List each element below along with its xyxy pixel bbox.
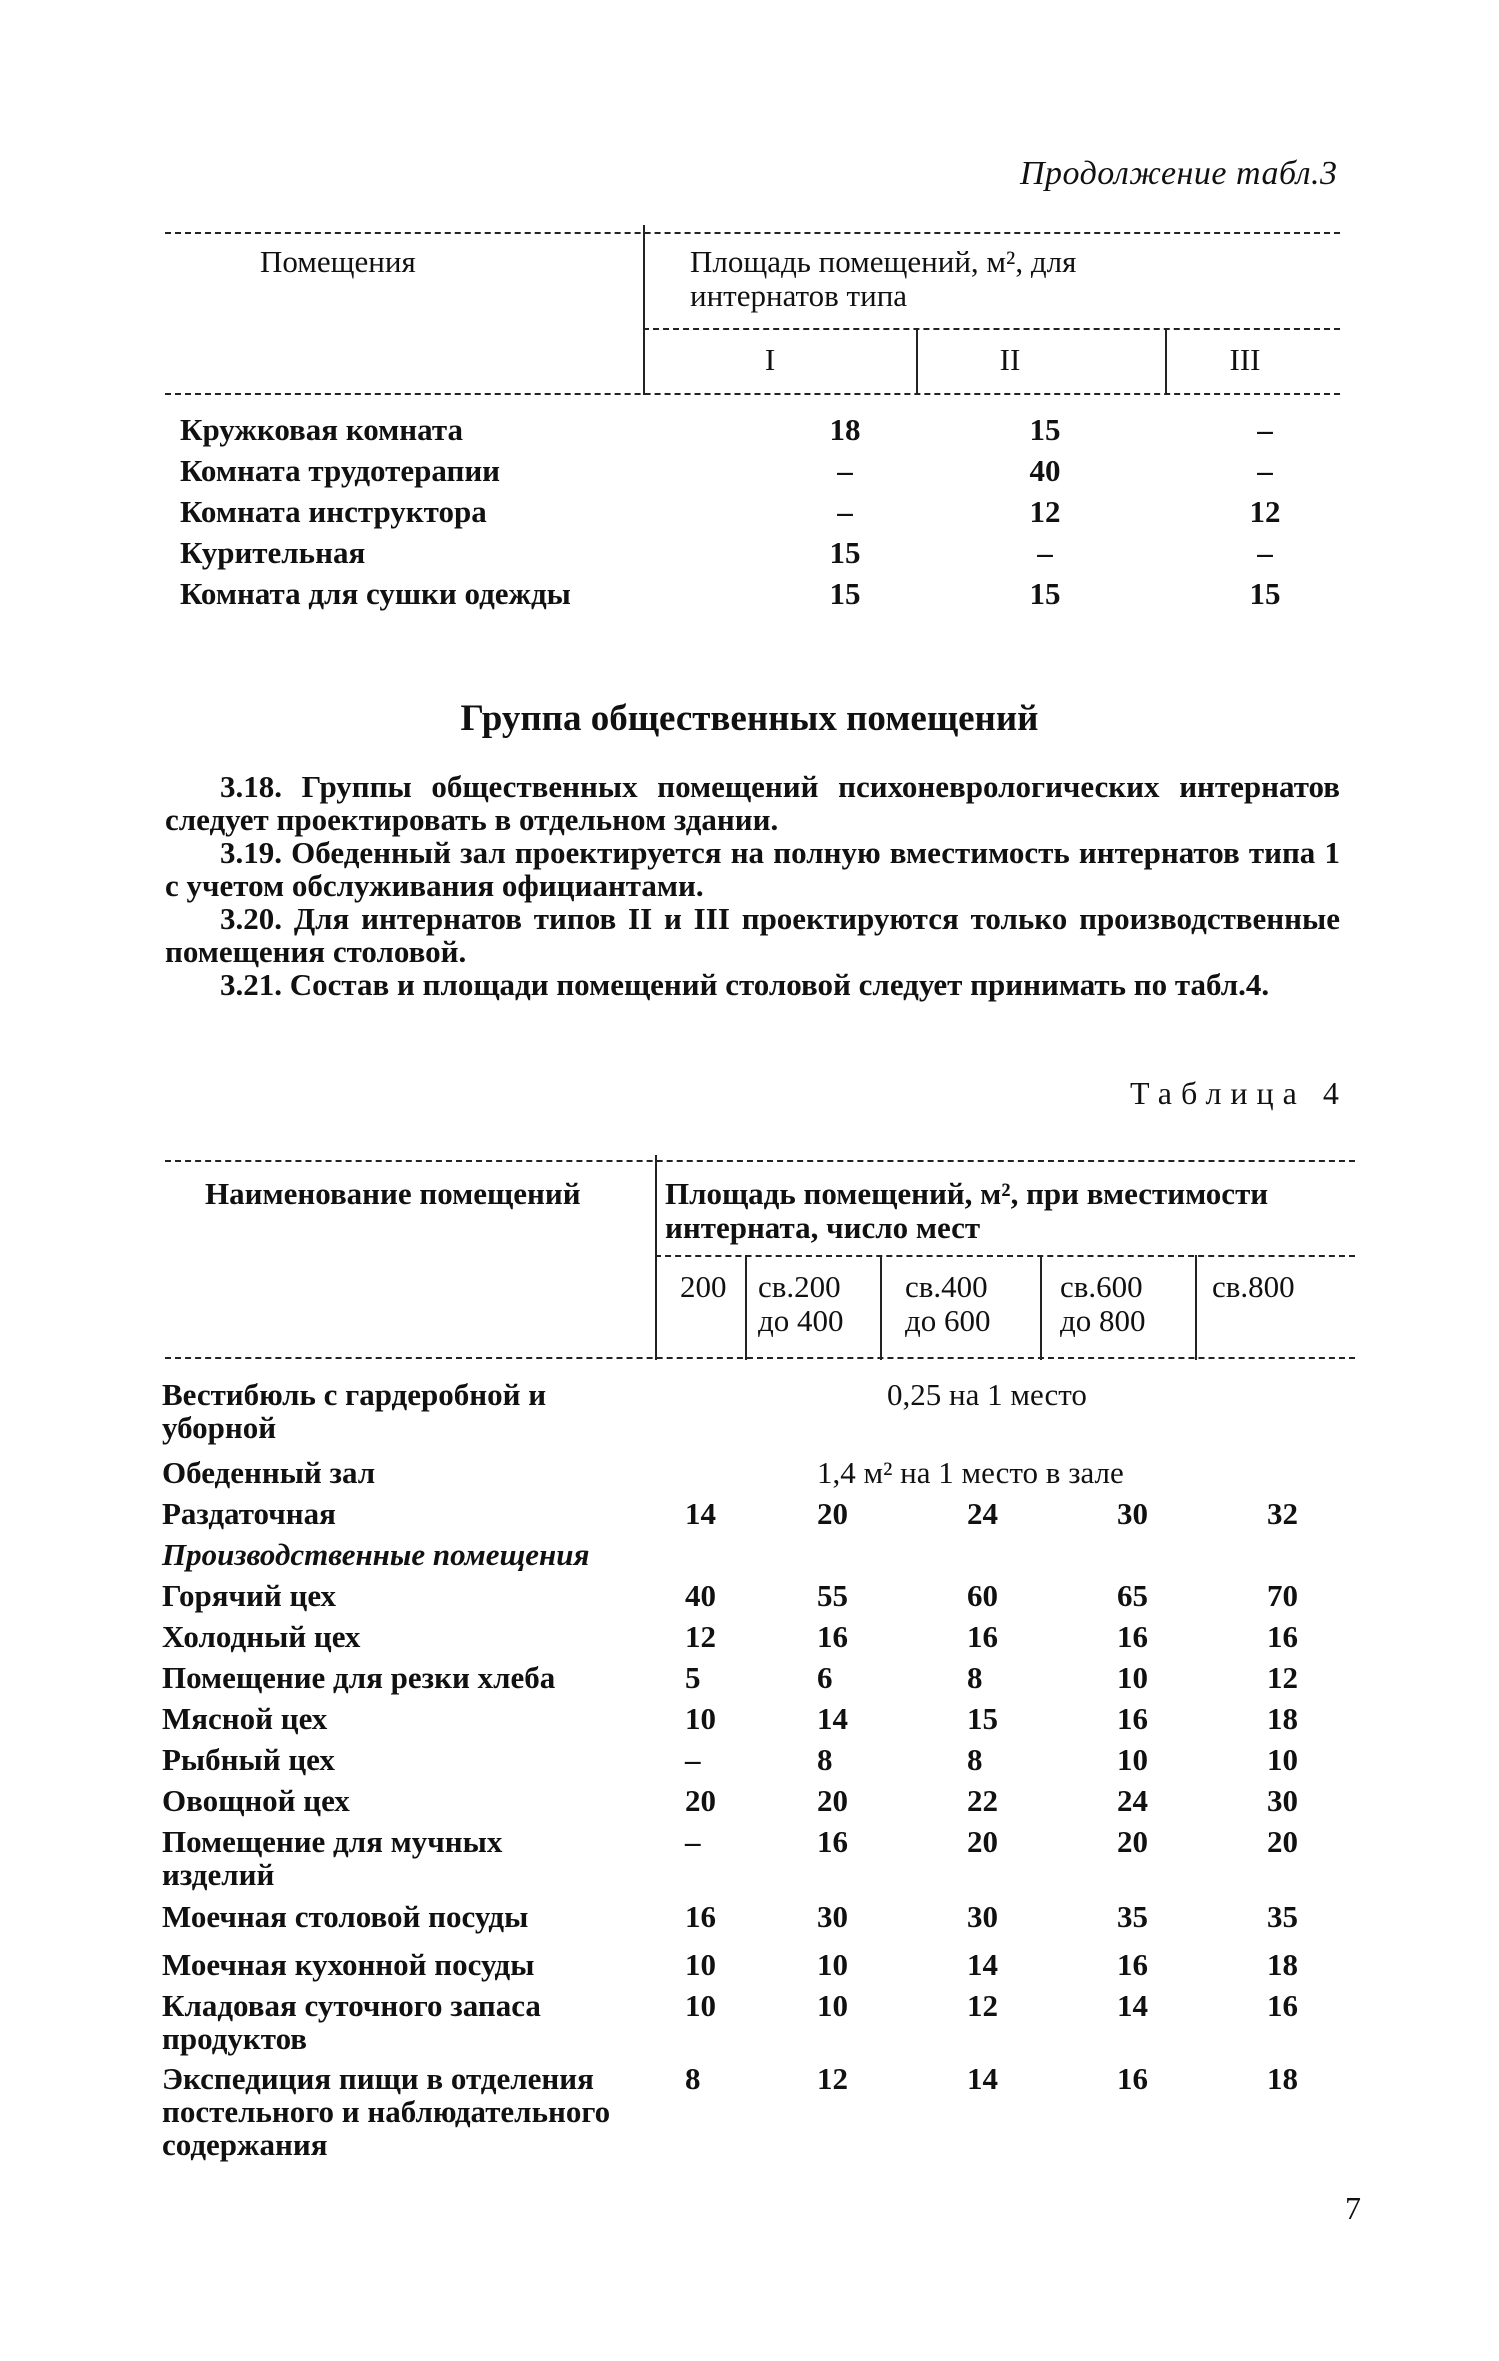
table4-col-200-400: св.200 до 400 [758,1269,844,1338]
cell: 32 [1267,1496,1298,1531]
cell: 15 [1249,576,1281,611]
cell: 14 [817,1701,848,1736]
row-name: Моечная столовой посуды [162,1899,529,1934]
row-name: Комната для сушки одежды [180,576,571,611]
table4-col-400-600: св.400 до 600 [905,1269,991,1338]
cell: – [685,1742,701,1777]
cell: 14 [967,2061,998,2096]
row-name: Комната трудотерапии [180,453,501,488]
cell: 12 [1029,494,1061,529]
cell: – [1257,535,1273,570]
table-row [180,453,1330,493]
cell: 12 [967,1988,998,2023]
paragraph-3-18: 3.18. Группы общественных помещений психоневрологических интернатов следует проектировать в отдельном здании. [165,769,1340,837]
table4-col-800: св.800 [1212,1269,1295,1304]
cell: 35 [1117,1899,1148,1934]
row-name: Вестибюль с гардеробной и уборной [162,1377,547,1445]
table-row [180,535,1330,575]
cell: 60 [967,1578,998,1613]
cell: 8 [685,2061,701,2096]
cell: 10 [1117,1660,1148,1695]
cell: 70 [1267,1578,1298,1613]
cell: – [1257,453,1273,488]
table4-mid-rule [655,1255,1355,1257]
table4-col-divider-1 [745,1255,747,1360]
cell: 12 [685,1619,716,1654]
cell: 18 [1267,2061,1298,2096]
section-heading: Группа общественных помещений [460,698,1039,739]
table4-header-area: Площадь помещений, м², при вместимости интерната, число мест [665,1176,1269,1245]
cell: 18 [1267,1947,1298,1982]
paragraph-3-20: 3.20. Для интернатов типов II и III проектируются только производственные помещения столовой. [165,901,1340,969]
row-name: Помещение для мучных изделий [162,1824,503,1892]
cell: – [1037,535,1053,570]
table4-col-divider-4 [1195,1255,1197,1360]
cell: 20 [685,1783,716,1818]
row-name: Комната инструктора [180,494,487,529]
cell: 16 [1267,1619,1298,1654]
table4-col-200: 200 [680,1269,727,1304]
cell: 22 [967,1783,998,1818]
row-name: Кладовая суточного запаса продуктов [162,1988,541,2056]
cell: 40 [685,1578,716,1613]
table3-type-2: II [999,342,1021,377]
cell: 16 [1117,1947,1148,1982]
cell: 8 [967,1660,983,1695]
row-span-value: 0,25 на 1 место [887,1377,1087,1412]
cell: 16 [1117,1619,1148,1654]
table3-type-3: III [1229,342,1261,377]
cell: 15 [1029,576,1061,611]
cell: 40 [1029,453,1061,488]
cell: 15 [1029,412,1061,447]
table3-divider [643,225,645,395]
cell: – [1257,412,1273,447]
cell: 18 [829,412,861,447]
row-name: Кружковая комната [180,412,463,447]
cell: – [837,453,853,488]
table4-col-600-800: св.600 до 800 [1060,1269,1146,1338]
row-name: Мясной цех [162,1701,328,1736]
cell: 20 [1267,1824,1298,1859]
cell: 15 [967,1701,998,1736]
cell: 10 [685,1988,716,2023]
cell: 14 [1117,1988,1148,2023]
row-name: Помещение для резки хлеба [162,1660,556,1695]
row-name: Курительная [180,535,366,570]
table3-header-area: Площадь помещений, м², для интернатов типа [690,244,1077,313]
page-number: 7 [1345,2190,1361,2226]
table3-col-divider-2 [1165,330,1167,395]
cell: 10 [1117,1742,1148,1777]
cell: – [837,494,853,529]
cell: 16 [1117,2061,1148,2096]
cell: 10 [817,1947,848,1982]
cell: 35 [1267,1899,1298,1934]
table-row [180,412,1330,452]
subheading-text: Производственные помещения [162,1537,590,1572]
cell: 15 [829,535,861,570]
cell: 20 [817,1783,848,1818]
cell: 30 [1117,1496,1148,1531]
cell: 15 [829,576,861,611]
table3-header-rooms: Помещения [260,244,416,279]
table4-divider [655,1155,657,1360]
cell: 20 [1117,1824,1148,1859]
table3-mid-rule [643,328,1340,330]
cell: 14 [685,1496,716,1531]
cell: 8 [817,1742,833,1777]
table4-header-bottom-rule [165,1357,1355,1359]
cell: 10 [817,1988,848,2023]
cell: – [685,1824,701,1859]
table-continuation-caption: Продолжение табл.3 [1020,155,1338,192]
table4-caption: Таблица 4 [1130,1075,1348,1111]
paragraph-3-19: 3.19. Обеденный зал проектируется на полную вместимость интернатов типа 1 с учетом обслуживания официантами. [165,835,1340,903]
cell: 24 [1117,1783,1148,1818]
row-name: Рыбный цех [162,1742,335,1777]
table4-col-divider-2 [880,1255,882,1360]
row-span-value: 1,4 м² на 1 место в зале [817,1455,1124,1490]
cell: 10 [685,1701,716,1736]
row-name: Моечная кухонной посуды [162,1947,535,1982]
table-row [180,576,1330,616]
cell: 16 [817,1619,848,1654]
cell: 8 [967,1742,983,1777]
table-row [180,494,1330,534]
row-name: Овощной цех [162,1783,350,1818]
row-name: Экспедиция пищи в отделения постельного и наблюдательного содержания [162,2061,611,2162]
cell: 55 [817,1578,848,1613]
cell: 16 [1267,1988,1298,2023]
table4-col-divider-3 [1040,1255,1042,1360]
cell: 12 [1249,494,1281,529]
cell: 10 [685,1947,716,1982]
row-name: Холодный цех [162,1619,361,1654]
row-name: Горячий цех [162,1578,336,1613]
cell: 20 [817,1496,848,1531]
cell: 16 [817,1824,848,1859]
cell: 16 [1117,1701,1148,1736]
cell: 12 [817,2061,848,2096]
cell: 18 [1267,1701,1298,1736]
cell: 16 [685,1899,716,1934]
cell: 30 [967,1899,998,1934]
table3-header-bottom-rule [165,393,1340,395]
table4-header-name: Наименование помещений [205,1176,581,1211]
cell: 24 [967,1496,998,1531]
table3-type-1: I [764,342,776,377]
cell: 14 [967,1947,998,1982]
row-name: Обеденный зал [162,1455,376,1490]
cell: 20 [967,1824,998,1859]
table3-top-rule [165,232,1340,234]
cell: 30 [817,1899,848,1934]
cell: 16 [967,1619,998,1654]
cell: 12 [1267,1660,1298,1695]
table4-top-rule [165,1160,1355,1162]
cell: 65 [1117,1578,1148,1613]
cell: 6 [817,1660,833,1695]
table3-col-divider-1 [916,330,918,395]
row-name: Раздаточная [162,1496,336,1531]
cell: 5 [685,1660,701,1695]
paragraph-3-21: 3.21. Состав и площади помещений столовой следует принимать по табл.4. [220,967,1270,1002]
cell: 30 [1267,1783,1298,1818]
cell: 10 [1267,1742,1298,1777]
